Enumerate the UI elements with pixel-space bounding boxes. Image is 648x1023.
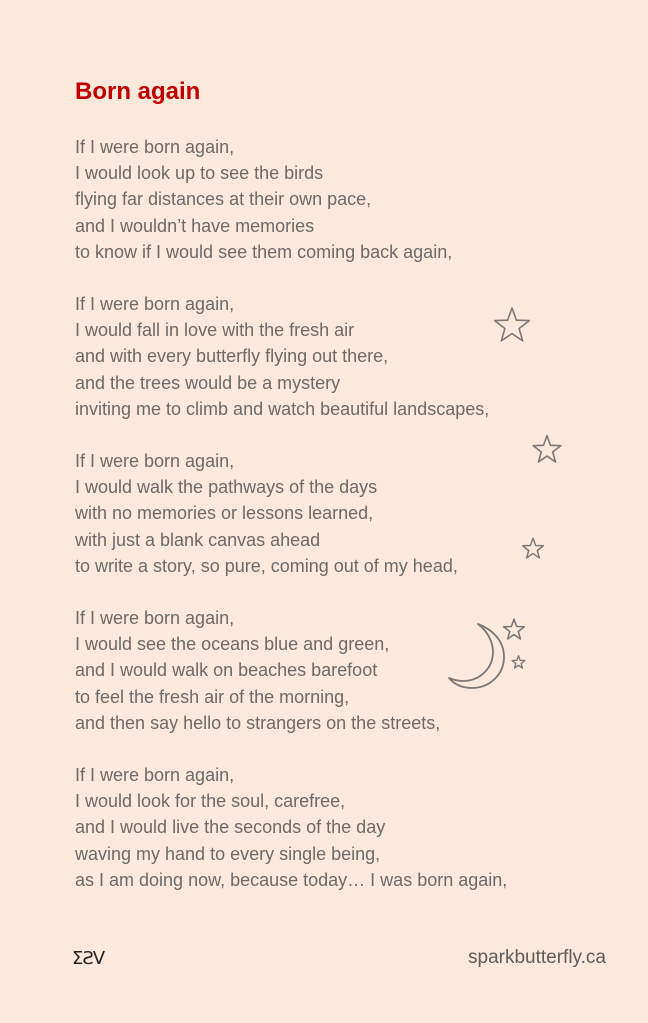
- stanza-3: [75, 448, 595, 579]
- website-link[interactable]: sparkbutterfly.ca: [468, 947, 606, 968]
- poem-line: I would look for the soul, carefree,: [75, 791, 346, 812]
- poem-line: I would walk the pathways of the days: [75, 477, 378, 498]
- stanza-1: [75, 134, 595, 265]
- small-star-icon: [502, 618, 526, 642]
- poem-line: I would look up to see the birds: [75, 163, 324, 184]
- poem-title: Born again: [75, 78, 201, 105]
- poem-line: and I wouldn’t have memories: [75, 215, 315, 236]
- poem-line: flying far distances at their own pace,: [75, 189, 372, 210]
- poem-line: If I were born again,: [75, 137, 235, 157]
- poem-line: If I were born again,: [75, 451, 235, 472]
- poem-line: I would fall in love with the fresh air: [75, 320, 355, 341]
- poem-line: with just a blank canvas ahead: [75, 529, 321, 550]
- star-icon: [531, 434, 563, 466]
- poem-line: and then say hello to strangers on the streets,: [75, 712, 441, 733]
- poem-line: If I were born again,: [75, 765, 235, 786]
- poem-line: If I were born again,: [75, 608, 235, 629]
- poem-line: as I am doing now, because today… I was born again,: [75, 869, 508, 890]
- star-icon: [492, 306, 532, 346]
- star-icon: [521, 537, 545, 561]
- poem-line: and with every butterfly flying out there,: [75, 346, 389, 367]
- stanza-5: [75, 762, 595, 893]
- poem-line: inviting me to climb and watch beautiful landscapes,: [75, 398, 490, 419]
- poem-line: to write a story, so pure, coming out of my head,: [75, 555, 458, 576]
- poem-body: [75, 134, 595, 919]
- poem-line: and the trees would be a mystery: [75, 372, 341, 393]
- small-star-icon: [511, 655, 526, 670]
- brand-logo: ƩƧV: [72, 948, 105, 969]
- poem-line: with no memories or lessons learned,: [75, 503, 374, 524]
- poem-line: and I would walk on beaches barefoot: [75, 660, 378, 681]
- poem-line: to feel the fresh air of the morning,: [75, 686, 350, 707]
- poem-line: If I were born again,: [75, 294, 235, 315]
- poem-line: to know if I would see them coming back again,: [75, 241, 453, 262]
- poem-line: and I would live the seconds of the day: [75, 817, 386, 838]
- poem-line: I would see the oceans blue and green,: [75, 634, 390, 655]
- poem-line: waving my hand to every single being,: [75, 843, 381, 864]
- crescent-moon-icon: [446, 620, 508, 692]
